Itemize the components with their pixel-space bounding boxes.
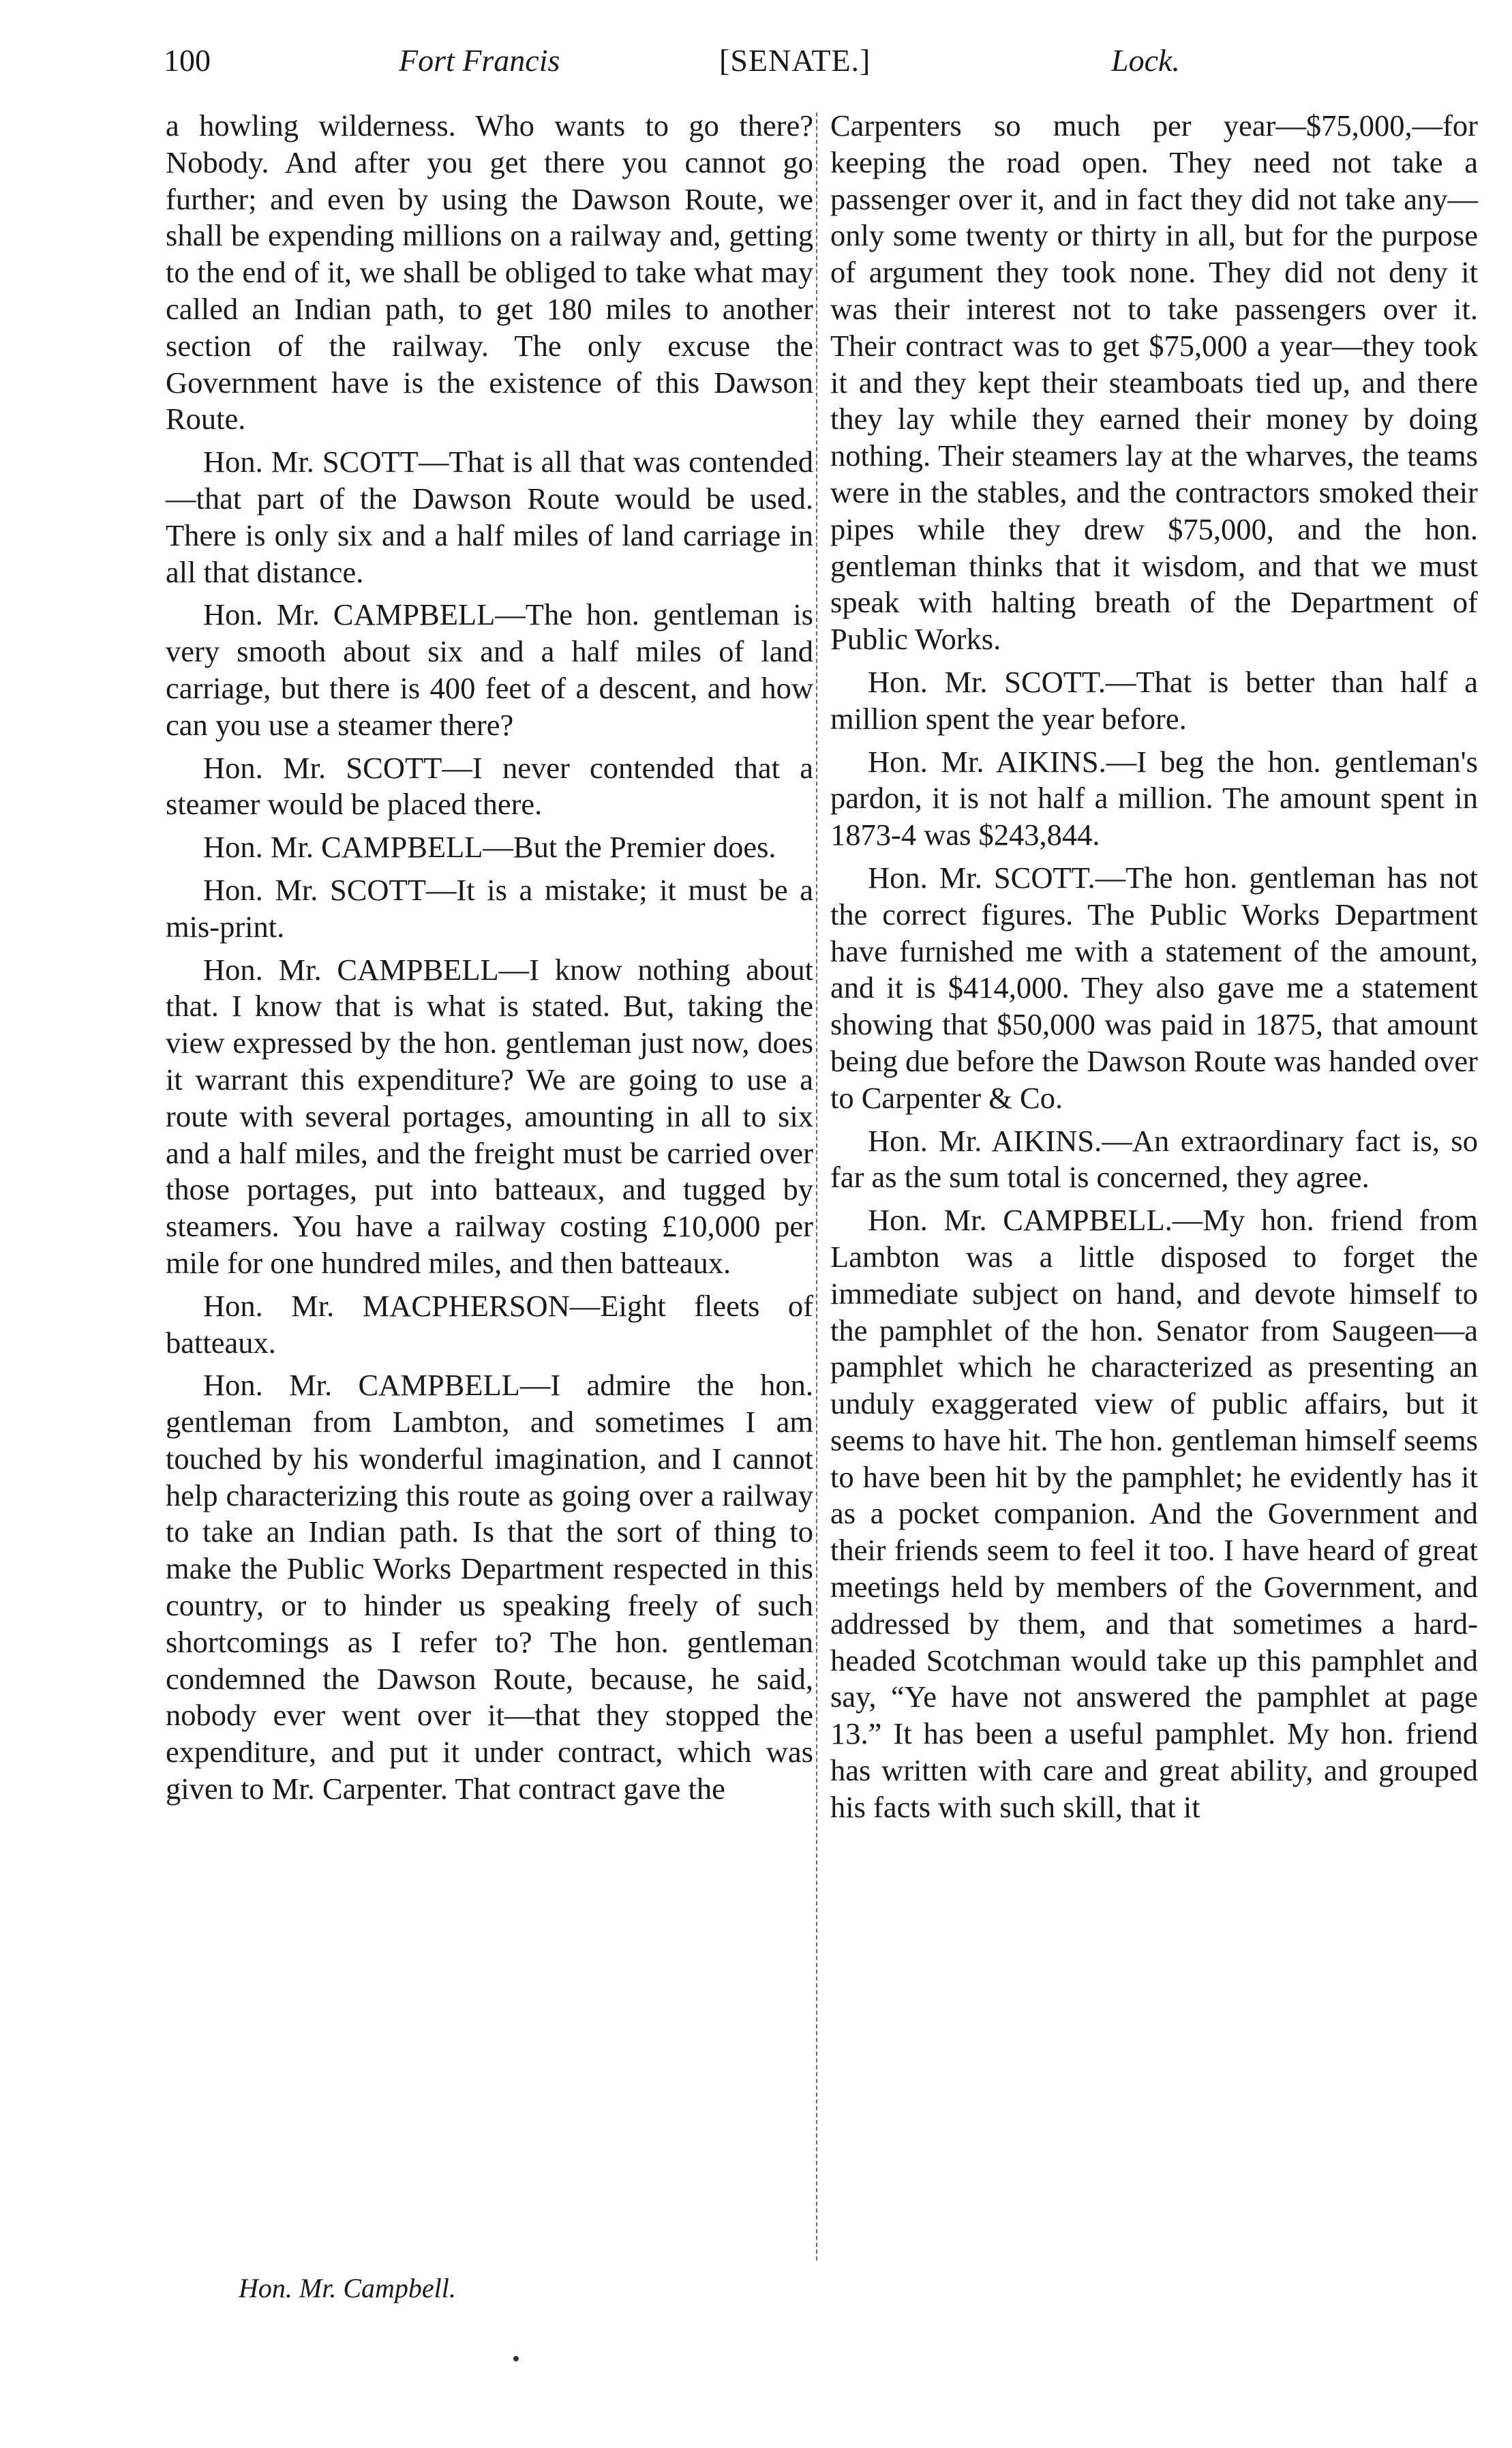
paragraph: Hon. Mr. SCOTT.—The hon. gentleman has not the correct figures. The Public Works Department have furnished me with a statement of the amount, and it is $414,000. They also gave me a statement showing that $50,000 was paid in 1875, that amount being due before the Dawson Route was handed over to Carpenter & Co. xyxy=(830,860,1478,1115)
paragraph: Hon. Mr. SCOTT.—That is better than half a million spent the year before. xyxy=(830,664,1478,736)
paragraph: Hon. Mr. MACPHERSON—Eight fleets of batteaux. xyxy=(166,1288,813,1360)
paragraph: Hon. Mr. AIKINS.—I beg the hon. gentleman's pardon, it is not half a million. The amount spent in 1873-4 was $243,844. xyxy=(830,744,1478,852)
paragraph: Hon. Mr. SCOTT—That is all that was contended—that part of the Dawson Route would be used. There is only six and a half miles of land carriage in all that distance. xyxy=(166,445,813,589)
paragraph: Carpenters so much per year—$75,000,—for keeping the road open. They need not take a passenger over it, and in fact they did not take any—only some twenty or thirty in all, but for the purpose of argument they took none. They did not deny it was their interest not to take passengers over it. Their contract was to get $75,000 a year—they took it and they kept their steamboats tied up, and there they lay while they earned their money by doing nothing. Their steamers lay at the wharves, the teams were in the stables, and the contractors smoked their pipes while they drew $75,000, and the hon. gentleman thinks that it wisdom, and that we must speak with halting breath of the Department of Public Works. xyxy=(830,108,1478,657)
paragraph: Hon. Mr. CAMPBELL—I admire the hon. gentleman from Lambton, and sometimes I am touched by his wonderful imagination, and I cannot help characterizing this route as going over a railway to take an Indian path. Is that the sort of thing to make the Public Works Department respected in this country, or to hinder us speaking freely of such shortcomings as I refer to? The hon. gentleman condemned the Dawson Route, because, he said, nobody ever went over it—that they stopped the expenditure, and put it under contract, which was given to Mr. Carpenter. That contract gave the xyxy=(166,1368,813,1806)
paragraph: Hon. Mr. SCOTT—I never contended that a steamer would be placed there. xyxy=(166,750,813,822)
page-number: 100 xyxy=(164,43,211,78)
left-column xyxy=(166,108,813,1814)
page-header xyxy=(164,42,1459,90)
paragraph: Hon. Mr. SCOTT—It is a mistake; it must be a mis-print. xyxy=(166,872,813,944)
paragraph: Hon. Mr. CAMPBELL.—My hon. friend from Lambton was a little disposed to forget the immediate subject on hand, and devote himself to the pamphlet of the hon. Senator from Saugeen—a pamphlet which he characterized as presenting an unduly exaggerated view of public affairs, but it seems to have hit. The hon. gentleman himself seems to have been hit by the pamphlet; he evidently has it as a pocket companion. And the Government and their friends seem to feel it too. I have heard of great meetings held by members of the Government, and addressed by them, and that sometimes a hard-headed Scotchman would take up this pamphlet and say, “Ye have not answered the pamphlet at page 13.” It has been a useful pamphlet. My hon. friend has written with care and great ability, and grouped his facts with such skill, that it xyxy=(830,1203,1478,1824)
running-title-right: Lock. xyxy=(1111,43,1180,78)
catchword: Hon. Mr. Campbell. xyxy=(239,2273,456,2303)
running-title-left: Fort Francis xyxy=(399,43,560,78)
paragraph: Hon. Mr. CAMPBELL—The hon. gentleman is very smooth about six and a half miles of land carriage, but there is 400 feet of a descent, and how can you use a steamer there? xyxy=(166,597,813,742)
paragraph: a howling wilderness. Who wants to go there? Nobody. And after you get there you cannot go further; and even by using the Dawson Route, we shall be expending millions on a railway and, getting to the end of it, we shall be obliged to take what may called an Indian path, to get 180 miles to another section of the railway. The only excuse the Government have is the existence of this Dawson Route. xyxy=(166,108,813,436)
paragraph: Hon. Mr. CAMPBELL—But the Premier does. xyxy=(203,830,776,865)
ink-mark xyxy=(513,2356,519,2361)
paragraph: Hon. Mr. CAMPBELL—I know nothing about that. I know that is what is stated. But, taking the view expressed by the hon. gentleman just now, does it warrant this expenditure? We are going to use a route with several portages, amounting in all to six and a half miles, and the freight must be carried over those portages, put into batteaux, and tugged by steamers. You have a railway costing £10,000 per mile for one hundred miles, and then batteaux. xyxy=(166,952,813,1280)
column-divider xyxy=(816,113,817,2260)
paragraph: Hon. Mr. AIKINS.—An extraordinary fact is, so far as the sum total is concerned, they agree. xyxy=(830,1123,1478,1195)
right-column xyxy=(830,108,1478,1832)
chamber-label: [SENATE.] xyxy=(719,43,871,78)
